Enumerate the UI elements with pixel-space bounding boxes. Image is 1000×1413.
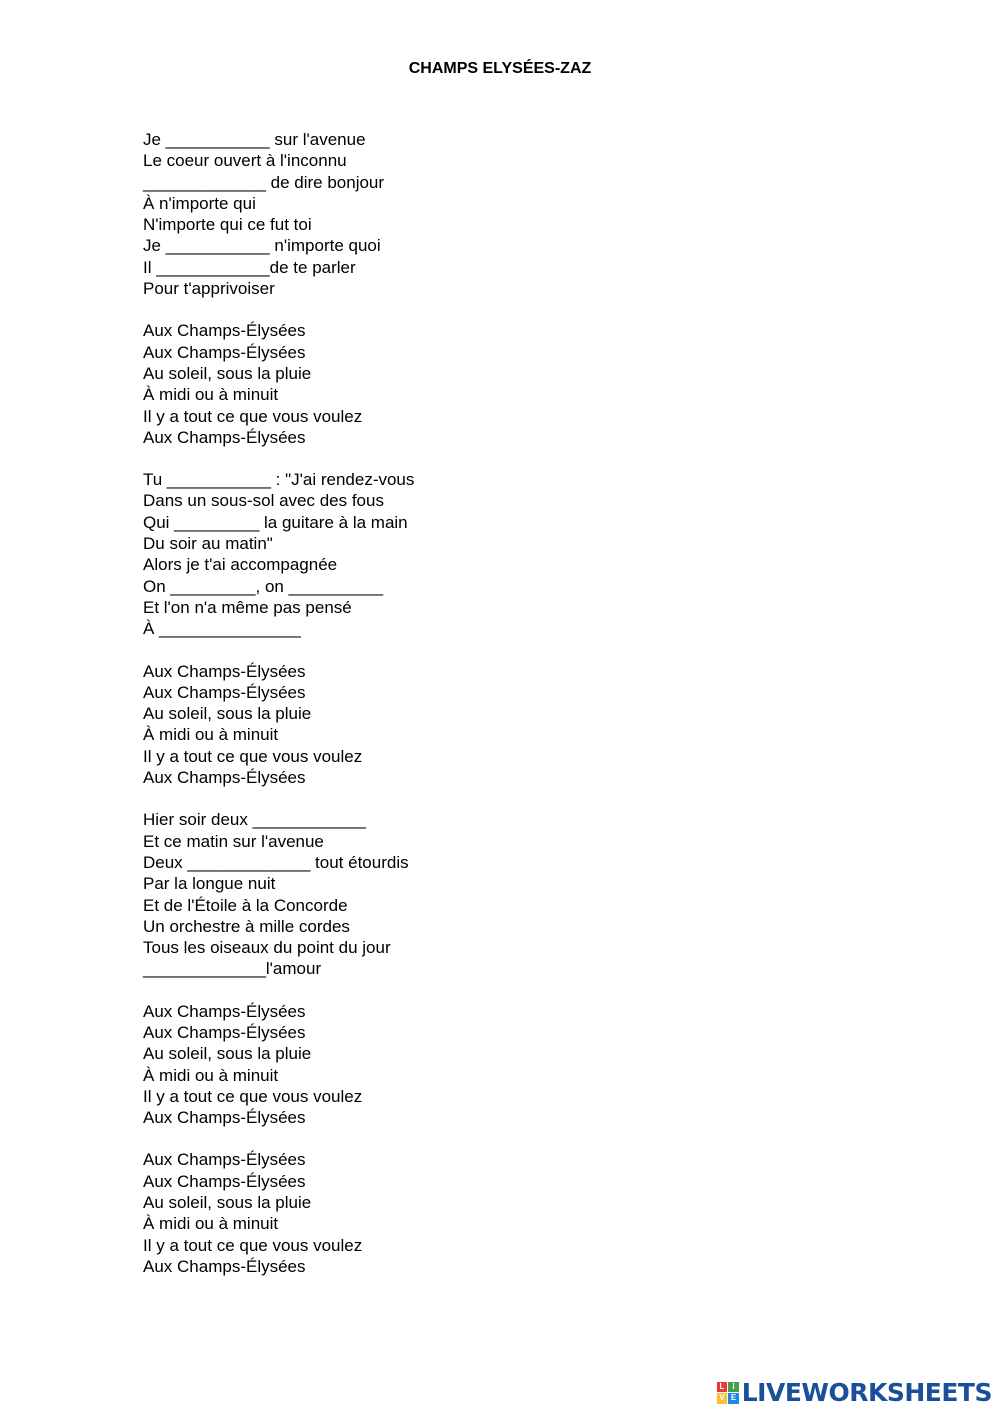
lyric-line: Aux Champs-Élysées	[143, 1001, 306, 1021]
lyric-line: Tu ___________ : "J'ai rendez-vous	[143, 470, 415, 490]
lyric-line: Le coeur ouvert à l'inconnu	[143, 151, 347, 171]
lyric-line: Il y a tout ce que vous voulez	[143, 406, 363, 426]
lyric-line: Aux Champs-Élysées	[143, 1108, 306, 1128]
lyric-line: Dans un sous-sol avec des fous	[143, 491, 384, 511]
logo-square: L	[717, 1382, 728, 1393]
lyric-line: Du soir au matin"	[143, 534, 273, 554]
liveworksheets-brand	[717, 1378, 992, 1407]
stanza	[143, 1001, 843, 1129]
lyric-line: À midi ou à minuit	[143, 1214, 279, 1234]
lyric-line: À n'importe qui	[143, 193, 256, 213]
lyric-line: Aux Champs-Élysées	[143, 321, 306, 341]
lyric-line: N'importe qui ce fut toi	[143, 215, 312, 235]
lyric-line: Au soleil, sous la pluie	[143, 1193, 312, 1213]
lyric-line: Aux Champs-Élysées	[143, 1171, 306, 1191]
lyric-line: Et ce matin sur l'avenue	[143, 831, 324, 851]
liveworksheets-logo-icon	[717, 1382, 739, 1404]
stanza	[143, 469, 843, 639]
stanza	[143, 809, 843, 979]
lyric-line: Et l'on n'a même pas pensé	[143, 597, 352, 617]
lyric-line: Au soleil, sous la pluie	[143, 704, 312, 724]
lyric-line: Il ____________de te parler	[143, 257, 356, 277]
lyric-line: Hier soir deux ____________	[143, 810, 367, 830]
lyric-line: Aux Champs-Élysées	[143, 682, 306, 702]
lyric-line: Aux Champs-Élysées	[143, 427, 306, 447]
lyric-line: Qui _________ la guitare à la main	[143, 512, 408, 532]
lyric-line: Tous les oiseaux du point du jour	[143, 938, 391, 958]
lyric-line: _____________ de dire bonjour	[143, 172, 385, 192]
lyric-line: Aux Champs-Élysées	[143, 1022, 306, 1042]
brand-wordmark: LIVEWORKSHEETS	[741, 1378, 992, 1407]
lyric-line: Alors je t'ai accompagnée	[143, 555, 338, 575]
lyric-line: Deux _____________ tout étourdis	[143, 852, 409, 872]
lyric-line: Aux Champs-Élysées	[143, 1150, 306, 1170]
lyric-line: Aux Champs-Élysées	[143, 1256, 306, 1276]
lyric-line: Je ___________ sur l'avenue	[143, 130, 366, 149]
lyric-line: À midi ou à minuit	[143, 1065, 279, 1085]
lyric-line: Pour t'apprivoiser	[143, 279, 275, 299]
stanza	[143, 661, 843, 789]
lyric-line: Et de l'Étoile à la Concorde	[143, 895, 348, 915]
lyric-line: Aux Champs-Élysées	[143, 661, 306, 681]
lyric-line: À _______________	[143, 619, 301, 639]
lyric-line: Il y a tout ce que vous voulez	[143, 746, 363, 766]
lyric-line: Aux Champs-Élysées	[143, 342, 306, 362]
lyric-line: Un orchestre à mille cordes	[143, 916, 350, 936]
logo-square: I	[728, 1382, 739, 1393]
page-title: CHAMPS ELYSÉES-ZAZ	[408, 60, 592, 77]
lyric-line: À midi ou à minuit	[143, 725, 279, 745]
lyric-line: Au soleil, sous la pluie	[143, 1044, 312, 1064]
stanza	[143, 1149, 843, 1277]
stanza	[143, 129, 843, 299]
lyric-line: Il y a tout ce que vous voulez	[143, 1086, 363, 1106]
lyrics-body	[143, 129, 843, 1298]
logo-square: V	[717, 1393, 728, 1404]
lyric-line: _____________l'amour	[143, 959, 322, 979]
stanza	[143, 320, 843, 448]
lyric-line: À midi ou à minuit	[143, 385, 279, 405]
lyric-line: Par la longue nuit	[143, 874, 276, 894]
lyric-line: Il y a tout ce que vous voulez	[143, 1235, 363, 1255]
lyric-line: On _________, on __________	[143, 576, 384, 596]
logo-square: E	[728, 1393, 739, 1404]
lyric-line: Aux Champs-Élysées	[143, 768, 306, 788]
lyric-line: Je ___________ n'importe quoi	[143, 236, 381, 256]
lyric-line: Au soleil, sous la pluie	[143, 363, 312, 383]
